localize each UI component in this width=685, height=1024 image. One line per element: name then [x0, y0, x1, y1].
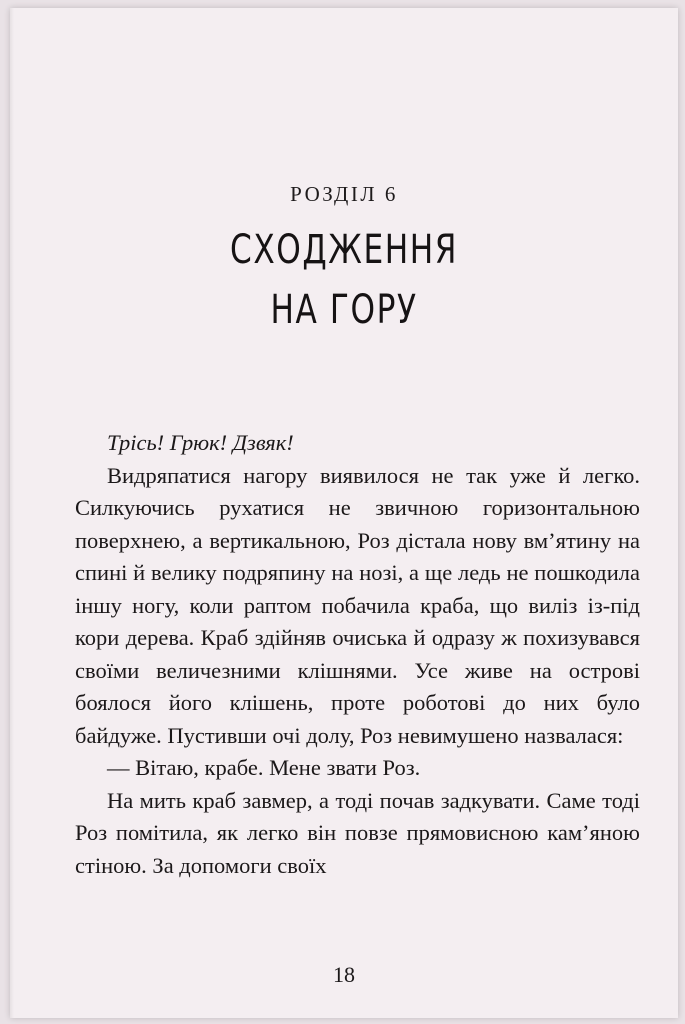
chapter-label: РОЗДІЛ 6: [290, 182, 398, 206]
opening-sound-effects: Тріcь! Грюк! Дзвяк!: [107, 430, 294, 455]
chapter-body: [75, 427, 640, 882]
paragraph: На мить краб завмер, а тоді почав задкувати. Саме тоді Роз помітила, як легко він повзе прямовисною кам’яною стіною. За допомоги своїх: [75, 787, 640, 878]
book-page: [10, 8, 678, 1018]
chapter-title-line-1: СХОДЖЕННЯ: [229, 227, 459, 273]
page-number: 18: [333, 962, 355, 987]
paragraph: Видряпатися нагору виявилося не так уже й легко. Силкуючись рухатися не звичною горизонтальною поверхнею, а вертикальною, Роз дістала нову вм’ятину на спині й велику подряпину на нозі, а ще ледь не пошкодила іншу ногу, коли раптом побачила краба, що виліз із-під кори дерева. Краб здійняв очиська й одразу ж похизувався своїми величезними клішнями. Усе живе на острові боялося його клішень, проте роботові до них було байдуже. Пустивши очі долу, Роз невимушено назвалася:: [75, 462, 640, 748]
dialogue-line: — Вітаю, крабе. Мене звати Роз.: [107, 755, 421, 780]
chapter-title-line-2: НА ГОРУ: [270, 287, 418, 333]
chapter-title: [83, 220, 604, 340]
